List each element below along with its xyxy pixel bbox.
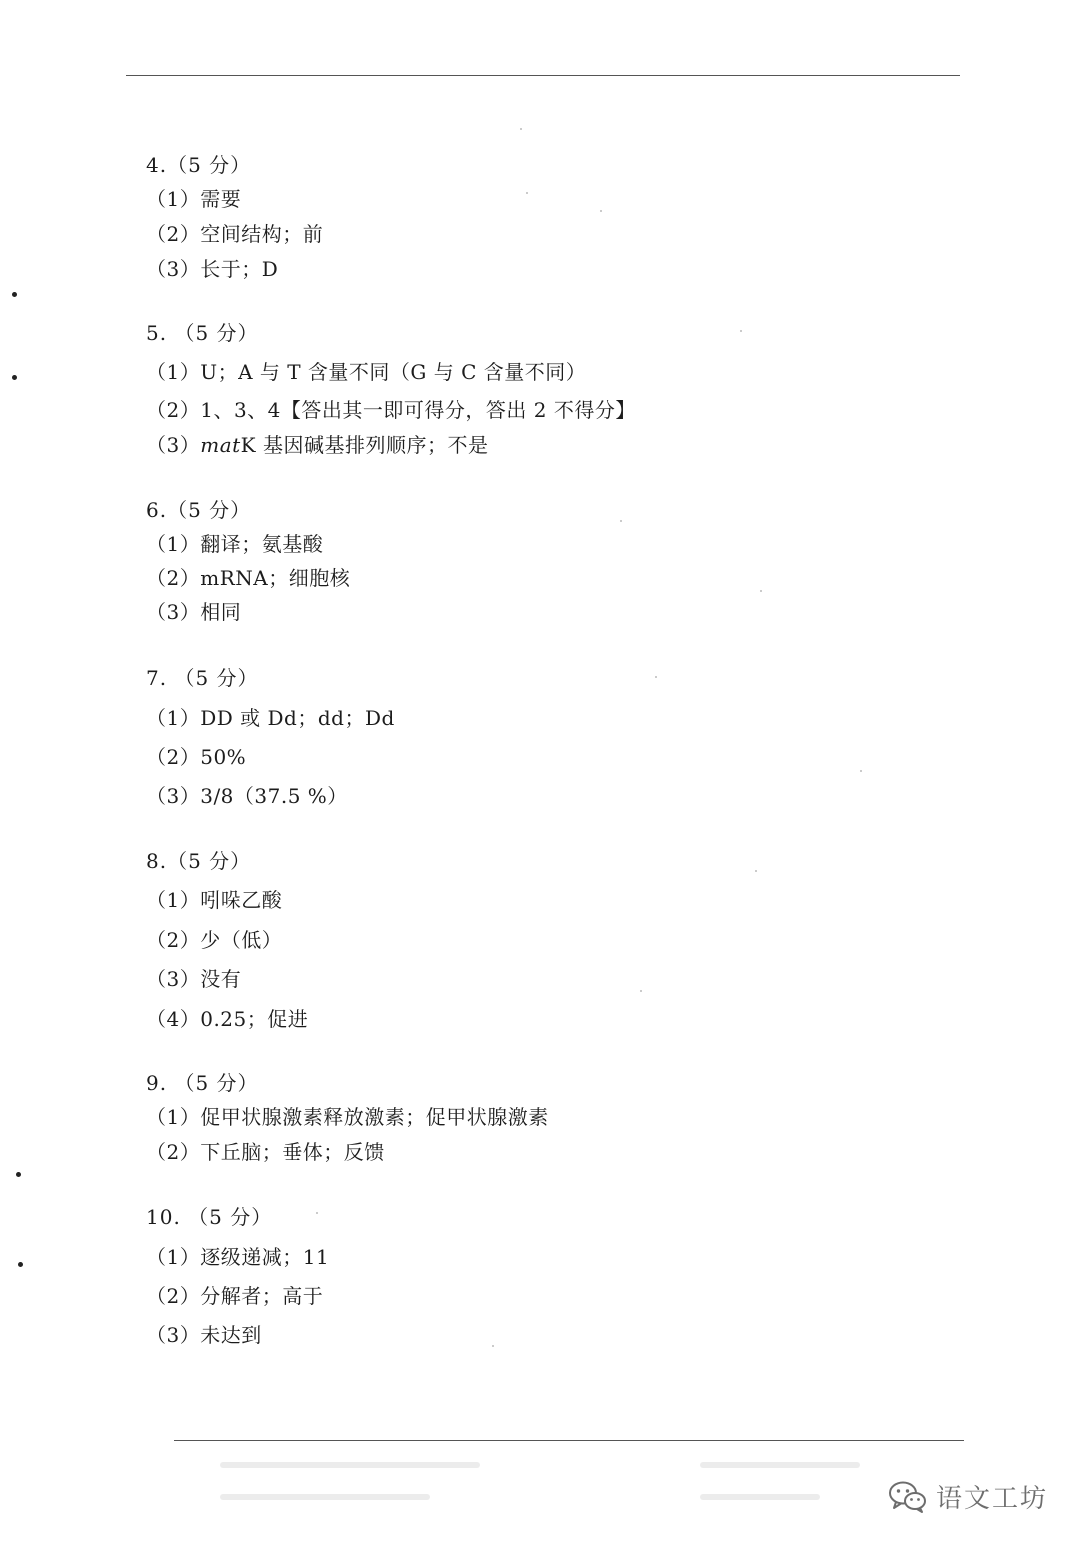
question-9-answer-2: （2）下丘脑；垂体；反馈 [146,1140,385,1164]
bleed-through-mark [220,1462,480,1468]
scan-speck [520,128,522,130]
scan-dot [16,1172,21,1177]
question-10-answer-3: （3）未达到 [146,1323,262,1347]
scan-dot [18,1262,23,1267]
question-10-answer-1: （1）逐级递减；11 [146,1245,330,1269]
question-5-answer-1: （1）U；A 与 T 含量不同（G 与 C 含量不同） [146,360,587,384]
scan-speck [755,870,757,872]
question-6-title: 6.（5 分） [146,498,252,522]
scan-speck [740,330,742,332]
question-5-answer-2: （2）1、3、4【答出其一即可得分，答出 2 不得分】 [146,398,636,422]
question-6-answer-3: （3）相同 [146,600,242,624]
question-9-title: 9. （5 分） [146,1071,259,1095]
question-6-answer-2: （2）mRNA；细胞核 [146,566,351,590]
question-10-title: 10. （5 分） [146,1205,273,1229]
question-7-answer-2: （2）50% [146,745,247,769]
question-5-title: 5. （5 分） [146,321,259,345]
gene-name-italic: mat [200,433,241,457]
scan-speck [860,770,862,772]
wechat-watermark [888,1478,1048,1515]
question-7-title: 7. （5 分） [146,666,259,690]
scan-speck [760,590,762,592]
question-4-title: 4.（5 分） [146,153,252,177]
scan-dot [12,375,17,380]
bottom-rule [174,1440,964,1441]
question-4-answer-3: （3）长于；D [146,257,279,281]
bleed-through-mark [700,1494,820,1500]
scan-speck [640,990,642,992]
scan-dot [12,292,17,297]
question-7-answer-3: （3）3/8（37.5 %） [146,784,348,808]
question-9-answer-1: （1）促甲状腺激素释放激素；促甲状腺激素 [146,1105,549,1129]
top-rule [126,75,960,76]
scan-speck [600,210,602,212]
scan-speck [316,1212,318,1214]
question-8-title: 8.（5 分） [146,849,252,873]
bleed-through-mark [700,1462,860,1468]
wechat-icon [888,1480,928,1514]
scan-speck [620,520,622,522]
question-5-answer-3: （3）matK 基因碱基排列顺序；不是 [146,433,489,457]
bleed-through-mark [220,1494,430,1500]
question-8-answer-1: （1）吲哚乙酸 [146,888,283,912]
scan-speck [526,192,528,194]
question-8-answer-2: （2）少（低） [146,928,283,952]
question-6-answer-1: （1）翻译；氨基酸 [146,532,324,556]
question-10-answer-2: （2）分解者；高于 [146,1284,324,1308]
scan-speck [655,676,657,678]
question-4-answer-1: （1）需要 [146,187,242,211]
scan-speck [492,1345,494,1347]
question-7-answer-1: （1）DD 或 Dd；dd；Dd [146,706,395,730]
question-4-answer-2: （2）空间结构；前 [146,222,324,246]
watermark-text: 语文工坊 [936,1484,1049,1514]
question-8-answer-3: （3）没有 [146,967,242,991]
question-8-answer-4: （4）0.25；促进 [146,1007,309,1031]
